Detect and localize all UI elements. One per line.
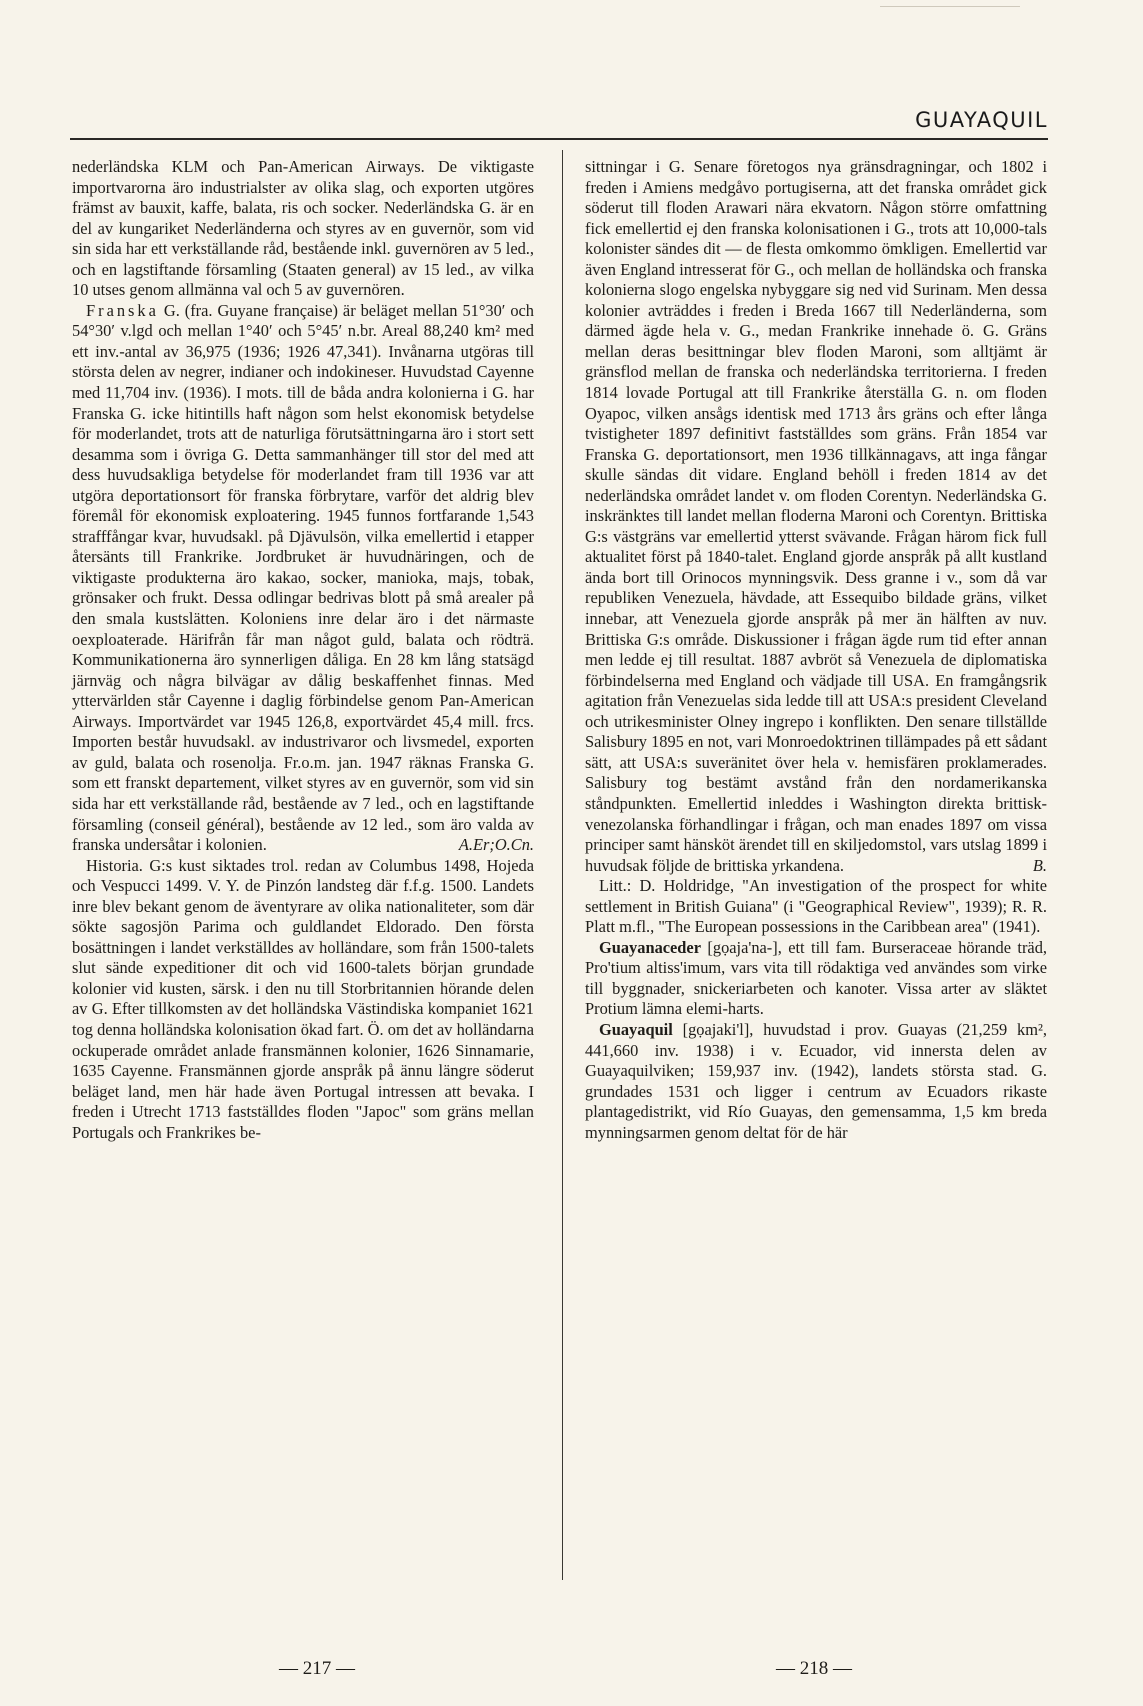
left-column: [72, 157, 534, 1143]
author-signature: B.: [1032, 855, 1047, 875]
running-head: GUAYAQUIL: [915, 108, 1048, 132]
page-number-right: — 218 —: [776, 1658, 852, 1679]
entry-text: [gọajaki'l], huvudstad i prov. Guayas (21,259 km², 441,660 inv. 1938) i v. Ecuador, vid innersta delen av Guayaquilviken; 159,937 inv. (1942), landets största stad. G. grundades 1531 och ligger i centrum av Ecuadors rikaste plantagedistrikt, vid Río Guayas, den gemensamma, 1,5 km breda mynningsarmen genom deltat för de här: [585, 1019, 1047, 1142]
paragraph: Historia. G:s kust siktades trol. redan av Columbus 1498, Hojeda och Vespucci 1499. V. Y. de Pinzón landsteg där f.f.g. 1500. Landets inre blev bekant genom de äventyrare av olika nationaliteter, som där sökte sagosjön Parima och guldlandet Eldorado. Den första bosättningen i landet verkställdes av holländare, som från 1500-talets slut sände expeditioner dit och vid 1600-talets början grundade kolonier vid kusten, särsk. i den nu till Storbritannien hörande delen av G. Efter tillkomsten av det holländska Västindiska kompaniet 1621 tog denna holländska kolonisation ökad fart. Ö. om det av holländarna ockuperade området anlade fransmännen kolonier, 1626 Sinnamarie, 1635 Cayenne. Fransmännen gjorde anspråk på ännu längre söderut beläget land, men här hade även Portugal intressen att bevaka. I freden i Utrecht 1713 fastställdes floden "Japoc" som gräns mellan Portugals och Frankrikes be-: [72, 855, 534, 1142]
paragraph: nederländska KLM och Pan-American Airways. De viktigaste importvarorna äro industrialster av olika slag, och exporten utgöres främst av bauxit, kaffe, balata, ris och socker. Nederländska G. är en del av kungariket Nederländerna och styres av en guvernör, som vid sin sida har ett verkställande råd, bestående inkl. guvernören av 5 led., och en lagstiftande församling (Staaten general) av 15 led., av vilka 10 utses genom allmänna val och 5 av guvernören.: [72, 157, 534, 300]
paragraph-text: G. (fra. Guyane française) är beläget mellan 51°30′ och 54°30′ v.lgd och mellan 1°40′ och 5°45′ n.br. Areal 88,240 km² med ett inv.-antal av 36,975 (1936; 1926 47,341). Invånarna utgöras till största delen av negrer, indianer och indokineser. Huvudstad Cayenne med 11,704 inv. (1936). I mots. till de båda andra kolonierna i G. har Franska G. icke hitintills haft någon som helst ekonomisk betydelse för moderlandet, trots att de naturliga förutsättningarna äro i stort sett desamma som i övriga G. Detta sammanhänger till stor del med att dess huvudsakliga betydelse för moderlandet fram till 1936 var att utgöra deportationsort för franska förbrytare, varför det aldrig blev föremål för ekonomisk exploatering. 1945 funnos fortfarande 1,543 strafffångar kvar, huvudsakl. på Djävulsön, vilka emellertid i etapper återsänts till Frankrike. Jordbruket är huvudnäringen, och de viktigaste produkterna äro kakao, socker, manioka, majs, tobak, grönsaker och frukt. Dessa odlingar bedrivas blott på små arealer på den smala kustslätten. Koloniens inre delar äro i det närmaste oexploaterade. Härifrån får man något guld, balata och rödträ. Kommunikationerna äro synnerligen dåliga. En 28 km lång statsägd järnväg och några bilvägar av dålig beskaffenhet finnas. Med yttervärlden står Cayenne i daglig förbindelse genom Pan-American Airways. Importvärdet var 1945 126,8, exportvärdet 45,4 mill. frcs. Importen består huvudsakl. av industrivaror och livsmedel, exporten av guld, balata och rosenolja. Fr.o.m. jan. 1947 räknas Franska G. som ett franskt departement, vilket styres av en guvernör, som vid sin sida har ett verkställande råd, bestående av 7 led., och en lagstiftande församling (conseil général), bestående av 12 led., som äro valda av franska undersåtar i kolonien.: [72, 300, 534, 855]
entry-term: Guayaquil: [599, 1019, 673, 1039]
section-term: Franska: [86, 300, 159, 320]
entry-guayanaceder: [585, 938, 1047, 1020]
author-signature: A.Er;O.Cn.: [458, 835, 534, 855]
entry-text: [gọaja'na-], ett till fam. Burseraceae hörande träd, Pro'tium altiss'imum, vars vita till rödaktiga ved användes som virke till byggnader, snickeriarbeten och kanoter. Vissa arter av släktet Protium lämna elemi-harts.: [585, 937, 1047, 1019]
scan-artifact: [880, 0, 1020, 7]
entry-guayaquil: [585, 1020, 1047, 1143]
paragraph: [72, 301, 534, 856]
paragraph-text: sittningar i G. Senare företogos nya gränsdragningar, och 1802 i freden i Amiens medgåvo portugiserna, att det franska området gick söderut till floden Arawari nära ekvatorn. Någon större omfattning fick emellertid ej den franska kolonisationen i G., trots att 10,000-tals kolonister sändes dit — de flesta omkommo ömkligen. Emellertid var även England intresserat för G., och mellan de holländska och franska kolonierna slogo engelska nybyggare sig ned vid Surinam. Men dessa kolonier avträddes i freden i Breda 1667 till Nederländerna, som därmed ägde hela v. G., medan Frankrike innehade ö. G. Gräns mellan deras besittningar blev floden Maroni, som alltjämt är gränsflod mellan de franska och nederländska territorierna. I freden 1814 lovade Portugal att till Frankrike återställa G. n. om floden Oyapoc, vilken ansågs identisk med 1713 års gräns och efter långa tvistigheter 1897 definitivt fastställdes som gräns. Från 1854 var Franska G. deportationsort, men 1936 tillkännagavs, att inga fångar skulle sändas dit vidare. England behöll i freden 1814 av det nederländska området landet v. om floden Corentyn. Nederländska G. inskränktes till landet mellan floderna Maroni och Corentyn. Brittiska G:s västgräns var emellertid ytterst svävande. Frågan härom fick full aktualitet först på 1840-talet. England gjorde anspråk på allt kustland ända bort till Orinocos mynningsvik. Dess granne i v., som då var republiken Venezuela, hävdade, att Essequibo bildade gräns, vilket innebar, att Venezuela gjorde anspråk på mer än hälften av nuv. Brittiska G:s område. Diskussioner i frågan ägde rum tid efter annan men ledde ej till resultat. 1887 avbröt så Venezuela de diplomatiska förbindelserna med England och vädjade till USA. En framgångsrik agitation från Venezuelas sida ledde till att USA:s president Cleveland och utrikesminister Olney ingrepo i konflikten. Den senare tillställde Salisbury 1895 en not, vari Monroedoktrinen tillämpades på ett sådant sätt, att USA:s suveränitet över hela v. hemisfären proklamerades. Salisbury tog bestämt avstånd från den nordamerikanska ståndpunkten. Emellertid inleddes i Washington direkta brittisk-venezolanska förhandlingar i frågan, och man enades 1897 om vissa principer samt hänsköt ärendet till en skiljedomstol, vars utslag 1899 i huvudsak följde de brittiska yrkandena.: [585, 157, 1047, 875]
column-divider: [562, 150, 563, 1580]
right-column: [585, 157, 1047, 1143]
page-number-left: — 217 —: [279, 1658, 355, 1679]
entry-term: Guayanaceder: [599, 937, 701, 957]
header-rule: [70, 138, 1048, 140]
bibliography: Litt.: D. Holdridge, "An investigation of the prospect for white settlement in British Guiana" (i "Geographical Review", 1939); R. R. Platt m.fl., "The European possessions in the Caribbean area" (1941).: [585, 876, 1047, 937]
paragraph: [585, 157, 1047, 876]
